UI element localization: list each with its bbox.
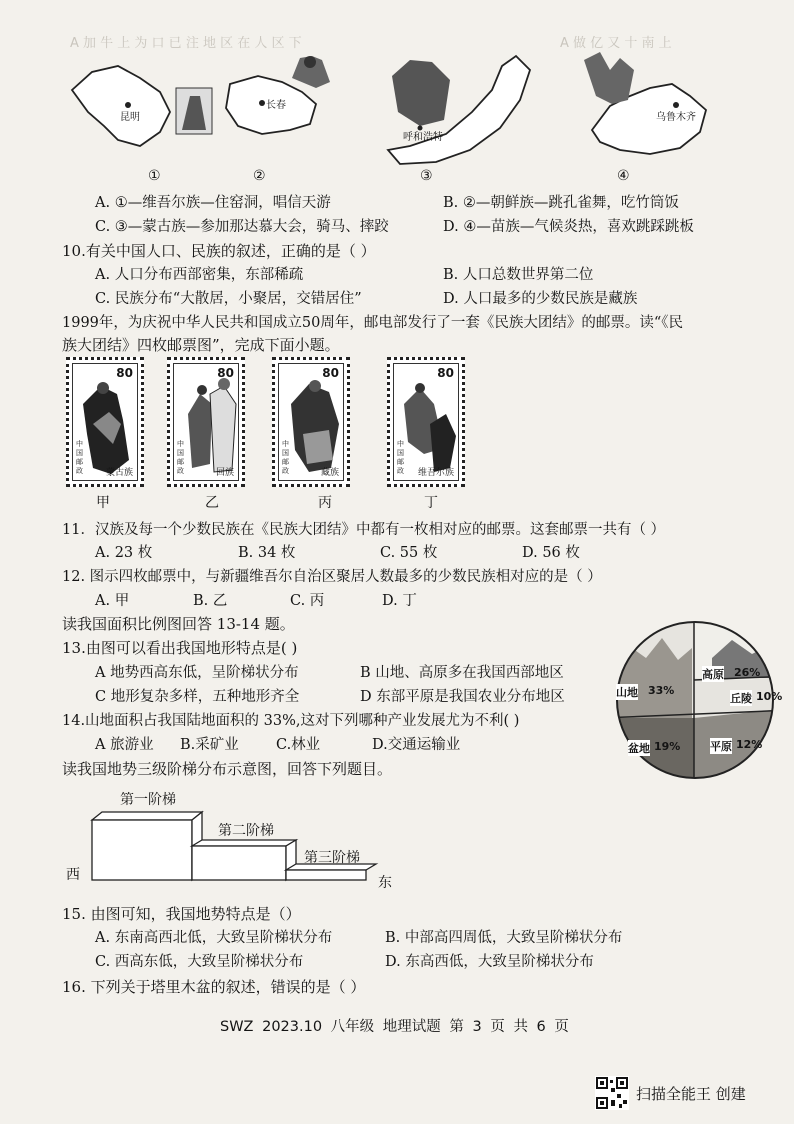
stamp-ethnic-1: 蒙古族 [105,468,133,478]
stamp-country-1: 中国邮政 [76,440,83,475]
q10-option-c: C. 民族分布“大散居，小聚居，交错居住” [95,291,362,307]
stamp-intro-line1: 1999年，为庆祝中华人民共和国成立50周年，邮电部发行了一套《民族大团结》的邮票。读“《民 [62,315,684,331]
stamp-bing [272,357,350,487]
q15-option-d: D. 东高西低，大致呈阶梯状分布 [385,954,594,970]
q14-option-b: B.采矿业 [180,737,239,753]
stamp-ding [387,357,465,487]
qr-code-icon [595,1076,629,1110]
q12-option-c: C. 丙 [290,593,325,609]
q10-stem: 10.有关中国人口、民族的叙述，正确的是（ ） [62,242,376,260]
page-footer [220,1015,569,1036]
stamp-ethnic-3: 藏族 [320,468,339,478]
q15-option-b: B. 中部高四周低，大致呈阶梯状分布 [385,930,623,946]
q13-option-d: D 东部平原是我国农业分布地区 [360,689,565,705]
stamp-intro-line2: 族大团结》四枚邮票图”，完成下面小题。 [62,336,340,354]
q11-option-d: D. 56 枚 [522,545,580,561]
q9-option-d: D. ④—苗族—气候炎热，喜欢跳踩跳板 [443,219,694,235]
map-city-4: 乌鲁木齐 [656,112,696,123]
q10-option-b: B. 人口总数世界第二位 [443,267,594,283]
stamp-label-jia: 甲 [96,495,110,511]
footer-code: SWZ [220,1019,254,1035]
west-label: 西 [66,867,80,883]
stamp-ethnic-2: 回族 [215,468,234,478]
footer-page: 第 3 页 共 6 页 [449,1019,569,1035]
stamp-price-1: 80 [116,366,133,380]
map-num-1: ① [148,168,161,184]
yunnan-map [72,66,170,146]
step-second-label: 第二阶梯 [218,823,274,839]
q15-intro: 读我国地势三级阶梯分布示意图，回答下列题目。 [62,760,393,778]
q13-stem: 13.由图可以看出我国地形特点是( ) [62,639,298,657]
q13-option-b: B 山地、高原多在我国西部地区 [360,665,564,681]
q9-option-c: C. ③—蒙古族—参加那达慕大会，骑马、摔跤 [95,219,389,235]
seg-plateau-name: 高原 [702,668,724,681]
q14-option-a: A 旅游业 [95,737,154,753]
seg-plain-value: 12% [736,738,763,751]
q12-option-b: B. 乙 [193,593,228,609]
seg-hill-name: 丘陵 [730,692,752,705]
q13-option-c: C 地形复杂多样，五种地形齐全 [95,689,300,705]
q13-option-a: A 地势西高东低，呈阶梯状分布 [95,665,299,681]
seg-basin-value: 19% [654,740,681,753]
map-city-3: 呼和浩特 [403,132,443,143]
stamp-label-bing: 丙 [318,495,332,511]
stamp-price-3: 80 [322,366,339,380]
seg-hill-value: 10% [756,690,783,703]
province-maps [0,0,794,190]
map-city-1: 昆明 [120,112,140,123]
q14-option-c: C.林业 [276,737,321,753]
stamp-country-4: 中国邮政 [397,440,404,475]
stamp-label-ding: 丁 [424,495,438,511]
q11-option-a: A. 23 枚 [95,545,153,561]
ethnic-figure-4 [584,52,634,104]
stamp-country-2: 中国邮政 [177,440,184,475]
seg-plateau-value: 26% [734,666,761,679]
q9-option-b: B. ②—朝鲜族—跳孔雀舞，吃竹筒饭 [443,195,679,211]
seg-basin-name: 盆地 [628,742,650,755]
stamp-country-3: 中国邮政 [282,440,289,475]
q12-option-a: A. 甲 [95,593,130,609]
svg-text:A 做 亿 又 十 南 上: A 做 亿 又 十 南 上 [560,36,672,51]
q14-stem: 14.山地面积占我国陆地面积的 33%,这对下列哪种产业发展尤为不利( ) [62,713,520,729]
q10-option-a: A. 人口分布西部密集，东部稀疏 [95,267,304,283]
q16-stem: 16. 下列关于塔里木盆的叙述，错误的是（ ） [62,978,366,996]
footer-subject: 地理试题 [382,1019,441,1035]
stamp-price-2: 80 [217,366,234,380]
stamp-jia [66,357,144,487]
ethnic-figure-3 [392,60,450,126]
q13-intro: 读我国面积比例图回答 13-14 题。 [62,615,295,633]
step-first-label: 第一阶梯 [120,792,176,808]
footer-date: 2023.10 [262,1019,323,1035]
stamp-price-4: 80 [437,366,454,380]
seg-mountain-value: 33% [648,684,675,697]
q12-option-d: D. 丁 [382,593,417,609]
east-label: 东 [378,875,392,891]
svg-text:A 加 牛 上 为 口 已 注 地 区 在 人 区 下: A 加 牛 上 为 口 已 注 地 区 在 人 区 下 [70,36,302,51]
seg-mountain-name: 山地 [616,686,638,699]
footer-grade: 八年级 [330,1019,375,1035]
map-num-4: ④ [617,168,630,184]
q12-stem: 12. 图示四枚邮票中，与新疆维吾尔自治区聚居人数最多的少数民族相对应的是（ ） [62,569,602,585]
terrain-area-chart [602,618,792,788]
q14-option-d: D.交通运输业 [372,737,461,753]
map-city-2: 长春 [266,100,286,111]
stamp-ethnic-4: 维吾尔族 [417,468,454,478]
q15-option-a: A. 东南高西北低，大致呈阶梯状分布 [95,930,333,946]
q9-option-a: A. ①—维吾尔族—住窑洞，唱信天游 [95,195,331,211]
q15-stem: 15. 由图可知，我国地势特点是（） [62,905,301,923]
q10-option-d: D. 人口最多的少数民族是藏族 [443,291,638,307]
map-num-2: ② [253,168,266,184]
q11-option-c: C. 55 枚 [380,545,438,561]
step-third-label: 第三阶梯 [304,850,360,866]
scanner-watermark: 扫描全能王 创建 [636,1085,746,1103]
stamp-yi [167,357,245,487]
stamp-label-yi: 乙 [205,495,219,511]
q11-stem: 11．汉族及每一个少数民族在《民族大团结》中都有一枚相对应的邮票。这套邮票一共有（ ） [62,522,666,538]
q15-option-c: C. 西高东低，大致呈阶梯状分布 [95,954,304,970]
map-num-3: ③ [420,168,433,184]
seg-plain-name: 平原 [710,740,732,753]
q11-option-b: B. 34 枚 [238,545,296,561]
